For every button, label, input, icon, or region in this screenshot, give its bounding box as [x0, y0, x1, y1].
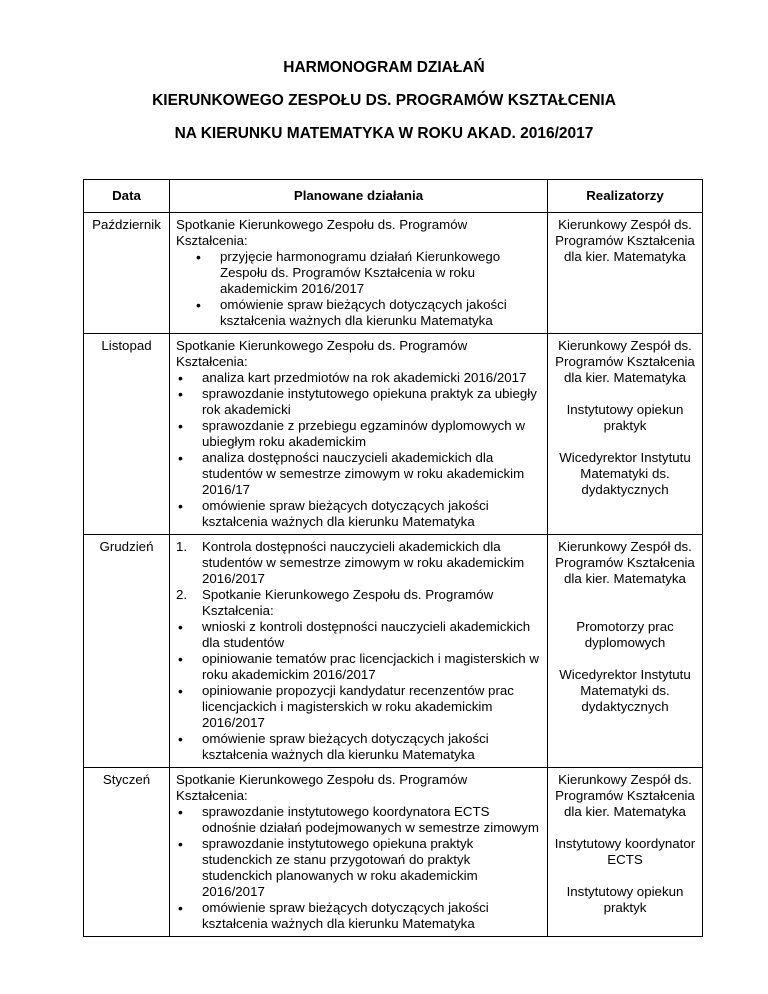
list-item: • przyjęcie harmonogramu działań Kierunkowego Zespołu ds. Programów Kształcenia w roku akademickim 2016/2017 [176, 249, 541, 297]
header-actions: Planowane działania [170, 180, 548, 213]
row-executors [548, 768, 703, 937]
list-item: • sprawozdanie instytutowego opiekuna praktyk za ubiegły rok akademicki [176, 386, 541, 418]
item-text: Spotkanie Kierunkowego Zespołu ds. Programów Kształcenia: [202, 587, 494, 618]
list-item: • sprawozdanie instytutowego opiekuna praktyk studenckich ze stanu przygotowań do praktyk studenckich planowanych w roku akademickim 2016/2017 [176, 836, 541, 900]
executor: Instytutowy koordynator ECTS [554, 836, 696, 867]
numbered-item [176, 539, 541, 587]
list-item: • omówienie spraw bieżących dotyczących jakości kształcenia ważnych dla kierunku Matematyka [176, 498, 541, 530]
header-date: Data [84, 180, 170, 213]
row-executors [548, 535, 703, 768]
list-item: • omówienie spraw bieżących dotyczących jakości kształcenia ważnych dla kierunku Matematyka [176, 731, 541, 763]
row-executors [548, 334, 703, 535]
row-actions [170, 213, 548, 334]
executor: Instytutowy opiekun praktyk [566, 884, 684, 915]
action-list [176, 804, 541, 932]
row-date: Listopad [84, 334, 170, 535]
action-list [176, 249, 541, 329]
row-date: Grudzień [84, 535, 170, 768]
table-row [84, 535, 703, 768]
row-actions [170, 334, 548, 535]
list-item: • sprawozdanie z przebiegu egzaminów dyplomowych w ubiegłym roku akademickim [176, 418, 541, 450]
table-row [84, 768, 703, 937]
row-intro: Spotkanie Kierunkowego Zespołu ds. Programów Kształcenia: [176, 217, 468, 248]
row-intro: Spotkanie Kierunkowego Zespołu ds. Programów Kształcenia: [176, 338, 468, 369]
item-number: 2. [176, 587, 188, 602]
row-intro: Spotkanie Kierunkowego Zespołu ds. Programów Kształcenia: [176, 772, 468, 803]
list-item: • opiniowanie tematów prac licencjackich i magisterskich w roku akademickim 2016/2017 [176, 651, 541, 683]
document-title [0, 58, 768, 157]
item-text: Kontrola dostępności nauczycieli akademickich dla studentów w semestrze zimowym w roku akademickim 2016/2017 [202, 539, 525, 586]
list-item: • analiza dostępności nauczycieli akademickich dla studentów w semestrze zimowym w roku akademickim 2016/17 [176, 450, 541, 498]
table-row [84, 334, 703, 535]
executor: Kierunkowy Zespół ds. Programów Kształcenia dla kier. Matematyka [555, 772, 695, 819]
numbered-item [176, 587, 541, 619]
row-actions [170, 535, 548, 768]
row-date: Styczeń [84, 768, 170, 937]
numbered-list [176, 539, 541, 619]
header-executors: Realizatorzy [548, 180, 703, 213]
list-item: • omówienie spraw bieżących dotyczących jakości kształcenia ważnych dla kierunku Matematyka [176, 297, 541, 329]
executor: Wicedyrektor Instytutu Matematyki ds. dydaktycznych [559, 667, 691, 714]
title-line-3: NA KIERUNKU MATEMATYKA W ROKU AKAD. 2016/2017 [174, 125, 594, 142]
executor: Wicedyrektor Instytutu Matematyki ds. dydaktycznych [559, 450, 691, 497]
list-item: • wnioski z kontroli dostępności nauczycieli akademickich dla studentów [176, 619, 541, 651]
executor: Kierunkowy Zespół ds. Programów Kształcenia dla kier. Matematyka [555, 539, 695, 586]
executor: Promotorzy prac dyplomowych [576, 619, 674, 650]
action-list [176, 370, 541, 530]
row-date: Październik [84, 213, 170, 334]
table-row [84, 213, 703, 334]
title-line-1: HARMONOGRAM DZIAŁAŃ [283, 59, 485, 76]
schedule-table [83, 179, 703, 937]
executor: Kierunkowy Zespół ds. Programów Kształcenia dla kier. Matematyka [555, 217, 695, 264]
title-line-2: KIERUNKOWEGO ZESPOŁU DS. PROGRAMÓW KSZTAŁCENIA [152, 92, 616, 109]
list-item: • opiniowanie propozycji kandydatur recenzentów prac licencjackich i magisterskich w roku akademickim 2016/2017 [176, 683, 541, 731]
row-executors [548, 213, 703, 334]
executor: Kierunkowy Zespół ds. Programów Kształcenia dla kier. Matematyka [555, 338, 695, 385]
list-item: • sprawozdanie instytutowego koordynatora ECTS odnośnie działań podejmowanych w semestrze zimowym [176, 804, 541, 836]
table-header-row [84, 180, 703, 213]
row-actions [170, 768, 548, 937]
item-number: 1. [176, 539, 188, 554]
action-list [176, 619, 541, 763]
list-item: • analiza kart przedmiotów na rok akademicki 2016/2017 [176, 370, 541, 386]
list-item: • omówienie spraw bieżących dotyczących jakości kształcenia ważnych dla kierunku Matematyka [176, 900, 541, 932]
executor: Instytutowy opiekun praktyk [566, 402, 684, 433]
